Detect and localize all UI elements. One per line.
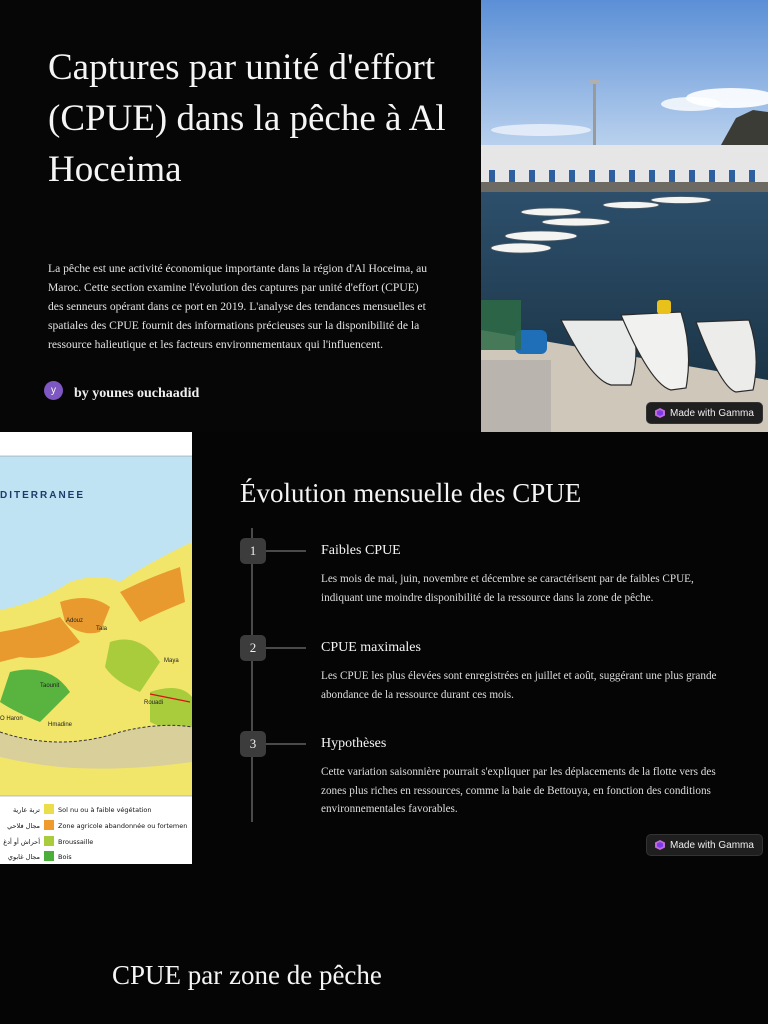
- step-number: 2: [240, 635, 266, 661]
- monthly-evolution-slide: [0, 432, 768, 864]
- legend-fr-label: Bois: [58, 853, 72, 861]
- legend-fr-label: Zone agricole abandonnée ou fortemen: [58, 822, 188, 830]
- legend-ar-label: مجال فلاحي: [7, 822, 40, 830]
- legend-ar-label: مجال غابوي: [7, 853, 40, 861]
- map-place-label: O Haron: [0, 716, 23, 722]
- step-body: Cette variation saisonnière pourrait s'expliquer par les déplacements de la flotte vers des zones plus riches en ressources, comme la baie de Bettouya, en fonction des conditions environnementales favorables.: [321, 766, 716, 815]
- author-name[interactable]: by younes ouchaadid: [74, 386, 200, 401]
- intro-paragraph: La pêche est une activité économique importante dans la région d'Al Hoceima, au Maroc. Cette section examine l'évolution des captures par unité d'effort (CPUE) des senneurs opérant dans ce port en 2019. L'analyse des tendances mensuelles et spatiales des CPUE fournit des informations précieuses sur la disponibilité de la ressource halieutique et les facteurs environnementaux qui l'influencent.: [48, 262, 428, 351]
- map-place-label: Tala: [96, 626, 108, 632]
- step-number: 1: [240, 538, 266, 564]
- gamma-icon: [655, 408, 665, 418]
- step-title: Hypothèses: [321, 736, 387, 751]
- step-connector: [266, 550, 306, 552]
- legend-fr-label: Sol nu ou à faible végétation: [58, 806, 152, 814]
- map-place-label: Adouz: [66, 618, 84, 624]
- made-with-gamma-badge[interactable]: [646, 834, 763, 856]
- gamma-icon: [655, 840, 665, 850]
- avatar[interactable]: y: [44, 381, 63, 400]
- step-number: 3: [240, 731, 266, 757]
- map-place-label: Taounit: [40, 683, 60, 689]
- section-title: CPUE par zone de pêche: [112, 960, 382, 990]
- legend-fr-label: Broussaille: [58, 838, 94, 846]
- land-use-map-illustration: [0, 432, 192, 864]
- title-slide: [0, 0, 768, 432]
- step-title: Faibles CPUE: [321, 543, 401, 558]
- timeline-line: [251, 528, 253, 822]
- land-use-map: [0, 432, 192, 864]
- page-title: Captures par unité d'effort (CPUE) dans la pêche à Al Hoceima: [48, 47, 446, 190]
- author-byline[interactable]: [44, 378, 199, 402]
- section-title: Évolution mensuelle des CPUE: [240, 478, 582, 508]
- step-connector: [266, 647, 306, 649]
- legend-ar-label: تربة عارية: [12, 806, 40, 814]
- legend-ar-label: أحراش أو أدغ: [3, 838, 40, 846]
- badge-label: Made with Gamma: [670, 839, 754, 851]
- harbor-photo-illustration: [481, 0, 768, 432]
- step-title: CPUE maximales: [321, 640, 421, 655]
- made-with-gamma-badge[interactable]: [646, 402, 763, 424]
- fishing-zone-slide: [0, 864, 768, 1024]
- step-body: Les CPUE les plus élevées sont enregistrées en juillet et août, suggérant une plus grande abondance de la ressource durant ces mois.: [321, 670, 717, 701]
- map-place-label: Maya: [164, 658, 179, 664]
- map-sea-label: DITERRANEE: [0, 490, 86, 501]
- map-place-label: Rouadi: [144, 700, 164, 706]
- step-body: Les mois de mai, juin, novembre et décembre se caractérisent par de faibles CPUE, indiquant une moindre disponibilité de la ressource dans la zone de pêche.: [321, 573, 694, 604]
- map-place-label: Hmadine: [48, 722, 73, 728]
- step-connector: [266, 743, 306, 745]
- badge-label: Made with Gamma: [670, 407, 754, 419]
- harbor-photo: [481, 0, 768, 432]
